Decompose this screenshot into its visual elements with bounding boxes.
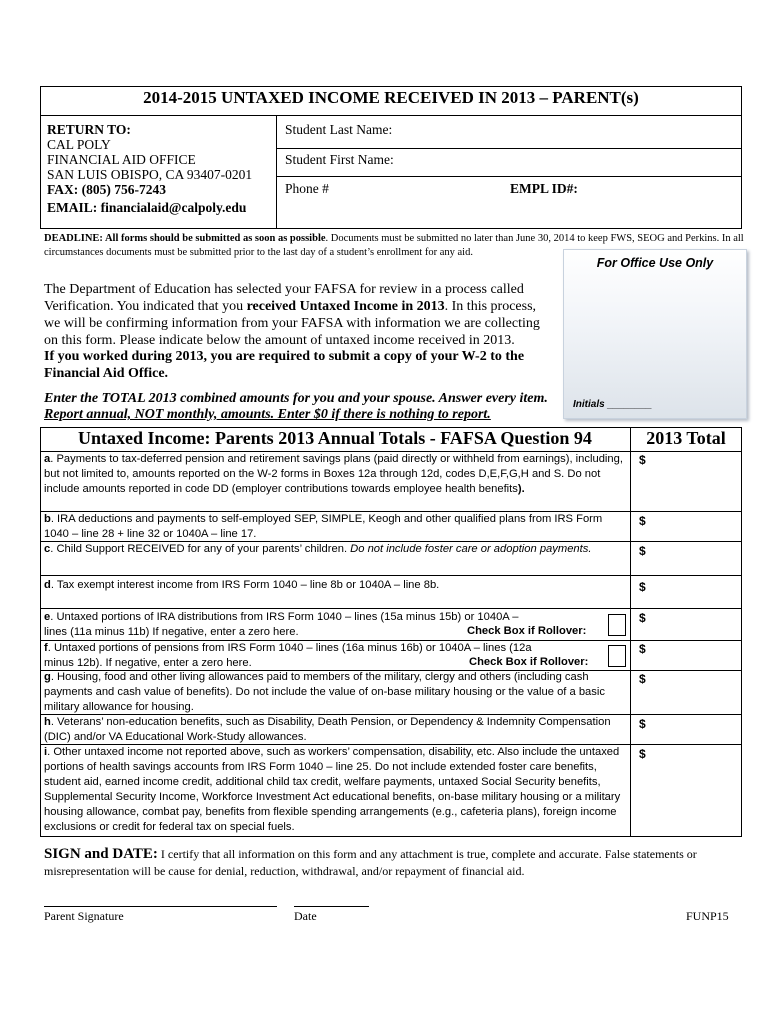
item-h xyxy=(44,715,626,745)
item-text: . Untaxed portions of pensions from IRS Form 1040 – lines (16a minus 16b) or 1040A – lines (12a xyxy=(47,642,532,654)
item-letter: c xyxy=(44,543,51,555)
rollover-label-f: Check Box if Rollover: xyxy=(469,656,589,668)
amount-field-b[interactable]: $ xyxy=(639,514,646,528)
return-to-line1: CAL POLY xyxy=(47,137,111,152)
form-title: 2014-2015 UNTAXED INCOME RECEIVED IN 2013 – PARENT(s) xyxy=(143,88,639,107)
rollover-checkbox-f[interactable] xyxy=(608,645,626,667)
parent-signature-line[interactable] xyxy=(44,906,277,907)
item-letter: e xyxy=(44,611,51,623)
item-letter: f xyxy=(44,642,48,654)
intro-text-a: The Department of Education has selected your FAFSA for review in a process called Verification. You indicated that you xyxy=(44,282,524,314)
return-to-line2: FINANCIAL AID OFFICE xyxy=(47,152,196,167)
deadline-rest: . Documents must be submitted no later than June 30, 2014 to keep FWS, SEOG and Perkins. In all circumstances documents must be submitted prior to the last day of a student’s enrollment for any aid. xyxy=(44,233,744,258)
title-divider xyxy=(40,115,742,116)
item-text: . Housing, food and other living allowances paid to members of the military, clergy and others (including cash payments and cash value of benefits). Do not include the value of on-base military housing or the value of a basic military allowance for housing. xyxy=(44,671,605,713)
row-divider xyxy=(40,575,742,576)
return-to-label: RETURN TO: xyxy=(47,122,131,137)
item-g xyxy=(44,670,626,715)
certification-text: I certify that all information on this form and any attachment is true, complete and accurate. False statements or misrepresentation will be cause for denial, reduction, withdrawal, and/or repayment of financial aid. xyxy=(44,847,697,878)
table-header: Untaxed Income: Parents 2013 Annual Totals - FAFSA Question 94 xyxy=(78,428,592,448)
item-letter: i xyxy=(44,746,48,758)
item-text: . Tax exempt interest income from IRS Form 1040 – line 8b or 1040A – line 8b. xyxy=(50,579,440,591)
amount-field-e[interactable]: $ xyxy=(639,611,646,625)
item-a xyxy=(44,452,626,497)
instructions-line1: Enter the TOTAL 2013 combined amounts for you and your spouse. Answer every item. xyxy=(44,391,548,406)
date-line[interactable] xyxy=(294,906,369,907)
header-column-divider xyxy=(276,115,277,228)
email-address[interactable]: EMAIL: financialaid@calpoly.edu xyxy=(47,200,247,215)
intro-text-b: . In this process, we will be confirming information from your FAFSA with information we are collecting on this form. Please indicate below the amount of untaxed income received in 2013. xyxy=(44,299,540,348)
field-divider-2 xyxy=(276,176,742,177)
item-letter: h xyxy=(44,716,51,728)
item-b xyxy=(44,512,626,542)
item-text-tail: ). xyxy=(517,483,525,495)
item-i xyxy=(44,745,626,835)
w2-notice: If you worked during 2013, you are required to submit a copy of your W-2 to the Financial Aid Office. xyxy=(44,349,525,381)
item-text: . Untaxed portions of IRA distributions from IRS Form 1040 – lines (15a minus 15b) or 1040A – xyxy=(50,611,519,623)
date-label: Date xyxy=(294,909,317,923)
amount-field-c[interactable]: $ xyxy=(639,544,646,558)
item-letter: g xyxy=(44,671,51,683)
amount-field-g[interactable]: $ xyxy=(639,672,646,686)
rollover-checkbox-e[interactable] xyxy=(608,614,626,636)
amount-field-d[interactable]: $ xyxy=(639,580,646,594)
item-letter: a xyxy=(44,453,51,465)
instructions xyxy=(44,391,564,423)
office-use-title: For Office Use Only xyxy=(596,256,714,270)
phone-field[interactable]: Phone # xyxy=(285,181,329,196)
amount-field-f[interactable]: $ xyxy=(639,642,646,656)
item-letter: b xyxy=(44,513,51,525)
item-text-italic: Do not include foster care or adoption payments. xyxy=(350,543,592,555)
instructions-line2: Report annual, NOT monthly, amounts. Enter $0 if there is nothing to report. xyxy=(44,407,491,422)
parent-signature-label: Parent Signature xyxy=(44,909,124,923)
amount-field-i[interactable]: $ xyxy=(639,747,646,761)
total-column-header: 2013 Total xyxy=(646,428,726,448)
item-text: . IRA deductions and payments to self-employed SEP, SIMPLE, Keogh and other qualified plans from IRS Form 1040 – line 28 + line 32 or 1040A – line 17. xyxy=(44,513,603,540)
amount-field-h[interactable]: $ xyxy=(639,717,646,731)
item-text: . Other untaxed income not reported above, such as workers’ compensation, disability, etc. Also include the untaxed portions of health savings accounts from IRS Form 1040 – line 25. Do not include extended foster care benefits, student aid, earned income credit, additional child tax credit, welfare payments, untaxed Social Security benefits, Supplemental Security Income, Workforce Investment Act educational benefits, on-base military housing or a military housing allowance, combat pay, benefits from flexible spending arrangements (e.g., cafeteria plans), foreign income exclusions or credit for federal tax on special fuels. xyxy=(44,746,621,833)
return-to-block xyxy=(47,122,252,215)
field-divider-1 xyxy=(276,148,742,149)
office-use-box xyxy=(563,249,747,419)
row-divider xyxy=(40,608,742,609)
item-text: . Payments to tax-deferred pension and retirement savings plans (paid directly or withheld from earnings), including, but not limited to, amounts reported on the W-2 forms in Boxes 12a through 12d, codes D,E,F,G,H and S. Do not include amounts reported in code DD (employer contributions towards employee health benefits xyxy=(44,453,623,495)
item-text-line2: lines (11a minus 11b) If negative, enter a zero here. xyxy=(44,626,299,638)
item-c xyxy=(44,542,626,557)
form-code: FUNP15 xyxy=(686,909,729,923)
table-column-divider xyxy=(630,427,631,837)
sign-date-title: SIGN and DATE: xyxy=(44,846,158,862)
student-last-name-field[interactable]: Student Last Name: xyxy=(285,122,393,137)
item-letter: d xyxy=(44,579,51,591)
intro-text-bold: received Untaxed Income in 2013 xyxy=(246,299,445,314)
item-d xyxy=(44,578,626,593)
empl-id-field[interactable]: EMPL ID#: xyxy=(510,181,578,196)
certification-statement xyxy=(44,846,744,880)
return-to-line3: SAN LUIS OBISPO, CA 93407-0201 xyxy=(47,167,253,182)
item-text-line2: minus 12b). If negative, enter a zero here. xyxy=(44,657,252,669)
item-text: . Veterans’ non-education benefits, such as Disability, Death Pension, or Dependency & Indemnity Compensation (DIC) and/or VA Educational Work-Study allowances. xyxy=(44,716,611,743)
intro-paragraph xyxy=(44,281,544,349)
item-text: . Child Support RECEIVED for any of your parents’ children. xyxy=(50,543,351,555)
amount-field-a[interactable]: $ xyxy=(639,453,646,467)
fax-number: FAX: (805) 756-7243 xyxy=(47,182,166,197)
student-first-name-field[interactable]: Student First Name: xyxy=(285,152,394,167)
office-initials: Initials ________ xyxy=(573,399,652,410)
deadline-bold: DEADLINE: All forms should be submitted as soon as possible xyxy=(44,233,326,244)
rollover-label-e: Check Box if Rollover: xyxy=(467,625,587,637)
